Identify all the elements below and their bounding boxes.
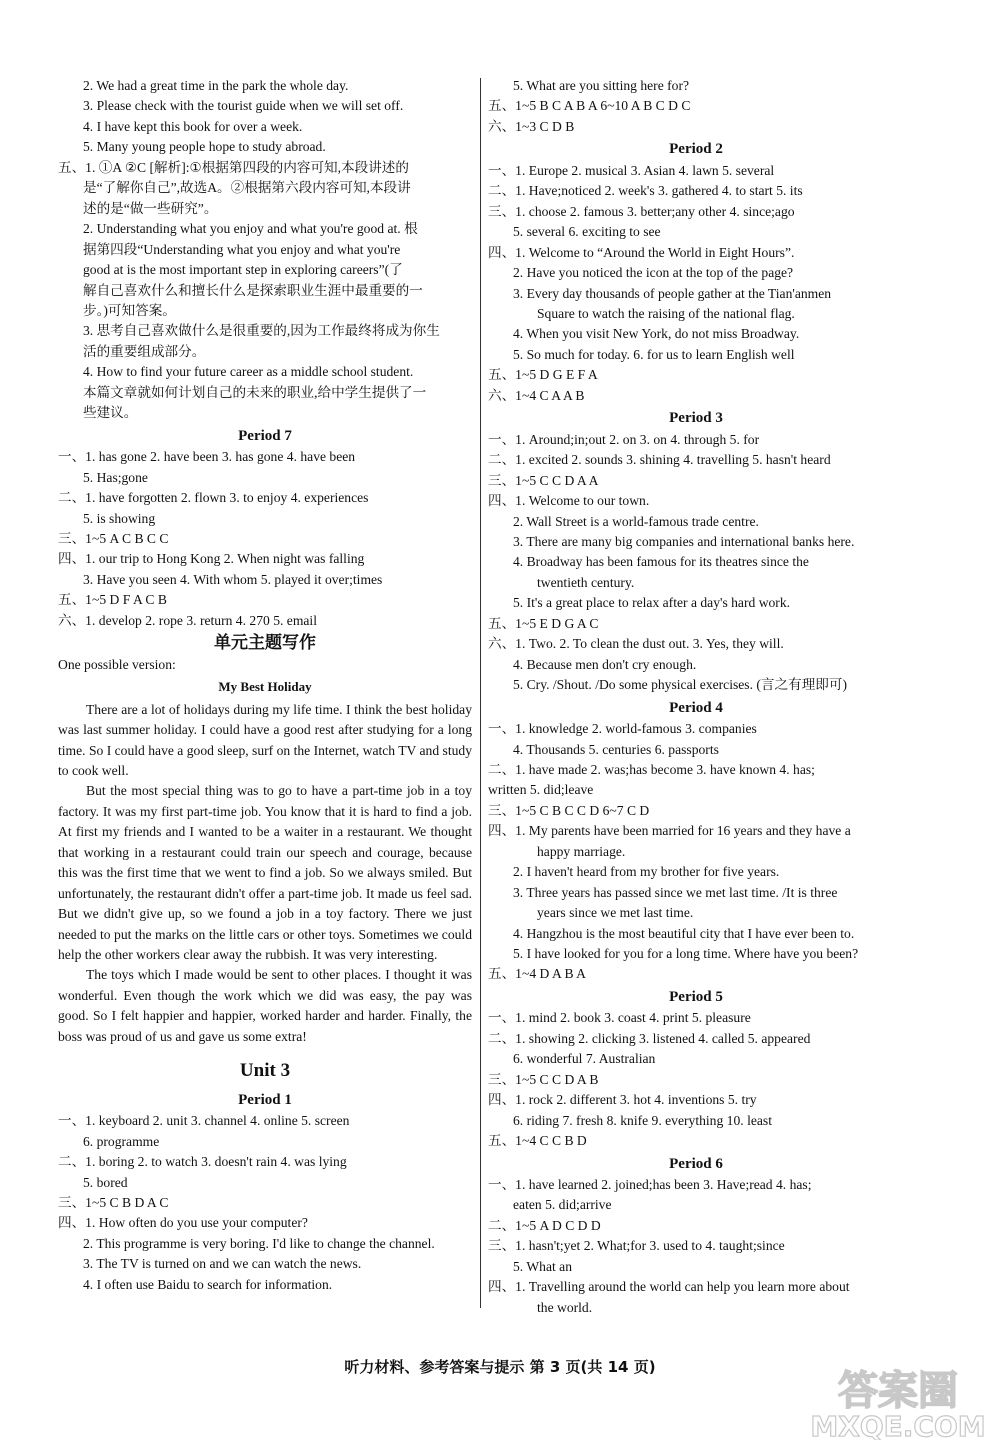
- answer-line: 二、1~5 A D C D D: [488, 1217, 601, 1233]
- answer-line: 一、1. Around;in;out 2. on 3. on 4. through 5. for: [488, 431, 760, 447]
- answer-line: 2. Wall Street is a world-famous trade centre.: [513, 513, 759, 529]
- answer-line: 六、1. Two. 2. To clean the dust out. 3. Yes, they will.: [488, 636, 784, 652]
- answer-line: 六、1. develop 2. rope 3. return 4. 270 5. email: [58, 612, 317, 628]
- answers-unit2-section5: [58, 76, 472, 424]
- answer-line: 一、1. have learned 2. joined;has been 3. Have;read 4. has;: [488, 1177, 812, 1193]
- watermark-cn: 答案圈: [838, 1368, 958, 1414]
- answer-line: 五、1. ①A ②C [解析]:①根据第四段的内容可知,本段讲述的: [58, 159, 409, 175]
- answer-line: 活的重要组成部分。: [83, 343, 206, 359]
- answer-line: 据第四段“Understanding what you enjoy and what you're: [83, 241, 401, 257]
- period2-heading: Period 2: [669, 141, 723, 158]
- answer-line: 5. Cry. /Shout. /Do some physical exercises. (言之有理即可): [513, 677, 848, 693]
- answer-line: 二、1. have made 2. was;has become 3. have known 4. has;: [488, 761, 815, 777]
- answer-line: 5. Has;gone: [83, 469, 148, 485]
- answer-line: 述的是“做一些研究”。: [83, 200, 218, 216]
- answer-line: 一、1. keyboard 2. unit 3. channel 4. online 5. screen: [58, 1113, 350, 1129]
- answer-line: 五、1~5 D G E F A: [488, 367, 598, 383]
- answer-line: the world.: [537, 1299, 593, 1315]
- period5-answers: [488, 1008, 904, 1151]
- answer-line: 5. bored: [83, 1174, 128, 1190]
- essay-paragraph-1: There are a lot of holidays during my life time. I think the best holiday was last summer holiday. I could have a good rest after studying for a long time. So I could have a good sleep, surf on the Internet, watch TV and study to cook well.: [58, 701, 473, 778]
- period5-heading: Period 5: [669, 988, 723, 1005]
- answer-line: 6. programme: [83, 1133, 160, 1149]
- answer-line: 5. What are you sitting here for?: [513, 78, 690, 93]
- answer-line: 6. riding 7. fresh 8. knife 9. everything 10. least: [513, 1112, 772, 1128]
- answer-line: 三、1. choose 2. famous 3. better;any other 4. since;ago: [488, 203, 795, 219]
- answer-line: written 5. did;leave: [488, 782, 594, 798]
- answer-line: 5. What an: [513, 1258, 573, 1274]
- answer-line: 五、1~4 D A B A: [488, 966, 586, 982]
- period4-heading: Period 4: [669, 699, 723, 716]
- right-column: [488, 76, 904, 1318]
- answer-line: 2. I haven't heard from my brother for five years.: [513, 864, 780, 880]
- answer-line: 5. is showing: [83, 510, 156, 526]
- answer-line: 4. Thousands 5. centuries 6. passports: [513, 741, 719, 757]
- answer-line: twentieth century.: [537, 574, 635, 590]
- period2-answers: [488, 161, 904, 406]
- column-divider: [480, 78, 481, 1308]
- answer-line: 5. So much for today. 6. for us to learn English well: [513, 346, 795, 362]
- answer-line: 三、1~5 C C D A B: [488, 1071, 599, 1087]
- answer-line: 三、1~5 C B C C D 6~7 C D: [488, 802, 650, 818]
- period1-continued-answers: [488, 76, 904, 137]
- unit3-heading: Unit 3: [239, 1060, 291, 1082]
- watermark-url: MXQE.COM: [810, 1410, 986, 1440]
- answer-line: 三、1~5 A C B C C: [58, 530, 169, 546]
- answer-line: 3. There are many big companies and international banks here.: [513, 533, 855, 549]
- period7-answers: [58, 447, 472, 631]
- essay-paragraph-3: The toys which I made would be sent to other places. I thought it was wonderful. Even though the work which we did was easy, the pay was good. So I felt happier and happier, worked harder and harder. Finally, the boss was proud of us and gave us some extra!: [58, 967, 472, 1044]
- answer-line: 2. We had a great time in the park the whole day.: [83, 78, 349, 93]
- answer-line: 四、1. rock 2. different 3. hot 4. inventions 5. try: [488, 1092, 757, 1108]
- page-footer: 听力材料、参考答案与提示 第 3 页(共 14 页): [344, 1358, 656, 1376]
- answer-line: 4. Because men don't cry enough.: [513, 656, 697, 672]
- writing-heading: 单元主题写作: [214, 633, 316, 653]
- answer-line: Square to watch the raising of the national flag.: [537, 305, 795, 321]
- answer-line: 四、1. Welcome to “Around the World in Eight Hours”.: [488, 244, 795, 260]
- answer-line: 四、1. Travelling around the world can help you learn more about: [488, 1279, 850, 1295]
- answer-line: 5. I have looked for you for a long time. Where have you been?: [513, 946, 859, 962]
- answer-line: 4. I often use Baidu to search for information.: [83, 1276, 333, 1292]
- answer-line: 二、1. showing 2. clicking 3. listened 4. called 5. appeared: [488, 1030, 811, 1046]
- answer-line: 一、1. has gone 2. have been 3. has gone 4. have been: [58, 449, 356, 465]
- answer-line: 4. When you visit New York, do not miss Broadway.: [513, 326, 800, 342]
- answer-line: 2. This programme is very boring. I'd like to change the channel.: [83, 1235, 435, 1251]
- answer-line: 五、1~5 B C A B A 6~10 A B C D C: [488, 98, 691, 114]
- answer-line: 2. Have you noticed the icon at the top of the page?: [513, 265, 794, 281]
- writing-intro: One possible version:: [58, 656, 176, 672]
- answer-line: 五、1~5 E D G A C: [488, 615, 599, 631]
- answer-line: 3. Three years has passed since we met last time. /It is three: [513, 884, 838, 900]
- answer-line: 六、1~4 C A A B: [488, 387, 585, 403]
- answer-line: good at is the most important step in exploring careers”(了: [83, 262, 403, 278]
- watermark-logo: [806, 1360, 992, 1440]
- answer-line: 一、1. mind 2. book 3. coast 4. print 5. pleasure: [488, 1010, 751, 1026]
- period6-answers: [488, 1175, 904, 1318]
- answer-line: 3. Have you seen 4. With whom 5. played it over;times: [83, 571, 383, 587]
- period3-heading: Period 3: [669, 410, 723, 427]
- answer-line: 二、1. Have;noticed 2. week's 3. gathered 4. to start 5. its: [488, 183, 803, 199]
- answer-line: 三、1. hasn't;yet 2. What;for 3. used to 4. taught;since: [488, 1238, 785, 1254]
- answer-line: 3. 思考自己喜欢做什么是很重要的,因为工作最终将成为你生: [83, 323, 440, 339]
- answer-line: 6. wonderful 7. Australian: [513, 1051, 656, 1067]
- answer-line: 些建议。: [83, 405, 138, 421]
- essay-paragraph-2: But the most special thing was to go to have a part-time job in a toy factory. It was my first part-time job. You know that it is hard to find a job. At first my friends and I wanted to be a waiter in a restaurant. We thought that working in a restaurant could train our speech and courage, because this was the first time that we went to find a job. So we always smiled. But unfortunately, the restaurant didn't offer a part-time job. It made us feel sad. But we didn't give up, so we found a job in a toy factory. There we just needed to put the marks on the little cars or other toys. Sometimes we could help the other workers clear away the rubbish. It was very interesting.: [58, 783, 472, 963]
- answer-line: 二、1. have forgotten 2. flown 3. to enjoy 4. experiences: [58, 490, 369, 506]
- answer-line: 四、1. How often do you use your computer?: [58, 1215, 308, 1231]
- period4-answers: [488, 719, 904, 985]
- answer-line: 四、1. My parents have been married for 16 years and they have a: [488, 823, 851, 839]
- unit3-period1-answers: [58, 1111, 472, 1295]
- essay-title: My Best Holiday: [218, 679, 312, 695]
- answer-line: years since we met last time.: [537, 905, 694, 921]
- answer-line: 4. Hangzhou is the most beautiful city that I have ever been to.: [513, 925, 855, 941]
- answer-line: 三、1~5 C B D A C: [58, 1195, 169, 1211]
- period3-answers: [488, 430, 904, 696]
- answer-line: 四、1. Welcome to our town.: [488, 493, 650, 509]
- answer-line: 3. The TV is turned on and we can watch the news.: [83, 1256, 362, 1272]
- answer-line: 三、1~5 C C D A A: [488, 472, 599, 488]
- answer-line: 二、1. boring 2. to watch 3. doesn't rain 4. was lying: [58, 1154, 347, 1170]
- answer-line: 4. How to find your future career as a middle school student.: [83, 364, 414, 380]
- answer-line: 解自己喜欢什么和擅长什么是探索职业生涯中最重要的一: [83, 282, 423, 298]
- answer-line: 3. Every day thousands of people gather at the Tian'anmen: [513, 285, 832, 301]
- answer-line: 本篇文章就如何计划自己的未来的职业,给中学生提供了一: [83, 384, 427, 400]
- answer-line: 六、1~3 C D B: [488, 118, 575, 134]
- answer-line: 一、1. Europe 2. musical 3. Asian 4. lawn 5. several: [488, 162, 775, 178]
- period7-heading: Period 7: [238, 427, 292, 444]
- answer-line: 五、1~4 C C B D: [488, 1133, 587, 1149]
- answer-line: eaten 5. did;arrive: [513, 1197, 612, 1213]
- answer-line: 3. Please check with the tourist guide when we will set off.: [83, 98, 404, 114]
- answer-line: 步。)可知答案。: [83, 302, 176, 318]
- answer-line: 4. Broadway has been famous for its theatres since the: [513, 554, 809, 570]
- answer-line: 五、1~5 D F A C B: [58, 592, 167, 608]
- unit3-period1-heading: Period 1: [238, 1091, 292, 1108]
- answer-line: 5. several 6. exciting to see: [513, 224, 661, 240]
- answer-line: happy marriage.: [537, 843, 626, 859]
- answer-line: 二、1. excited 2. sounds 3. shining 4. travelling 5. hasn't heard: [488, 452, 831, 468]
- answer-line: 2. Understanding what you enjoy and what you're good at. 根: [83, 221, 418, 237]
- answer-line: 4. I have kept this book for over a week.: [83, 118, 303, 134]
- answer-line: 5. Many young people hope to study abroad.: [83, 139, 326, 155]
- left-column: [58, 76, 472, 1295]
- answer-line: 是“了解你自己”,故选A。②根据第六段内容可知,本段讲: [83, 180, 411, 196]
- answer-line: 5. It's a great place to relax after a day's hard work.: [513, 595, 791, 611]
- answer-line: 一、1. knowledge 2. world-famous 3. companies: [488, 721, 757, 737]
- period6-heading: Period 6: [669, 1155, 723, 1172]
- answer-line: 四、1. our trip to Hong Kong 2. When night was falling: [58, 551, 365, 567]
